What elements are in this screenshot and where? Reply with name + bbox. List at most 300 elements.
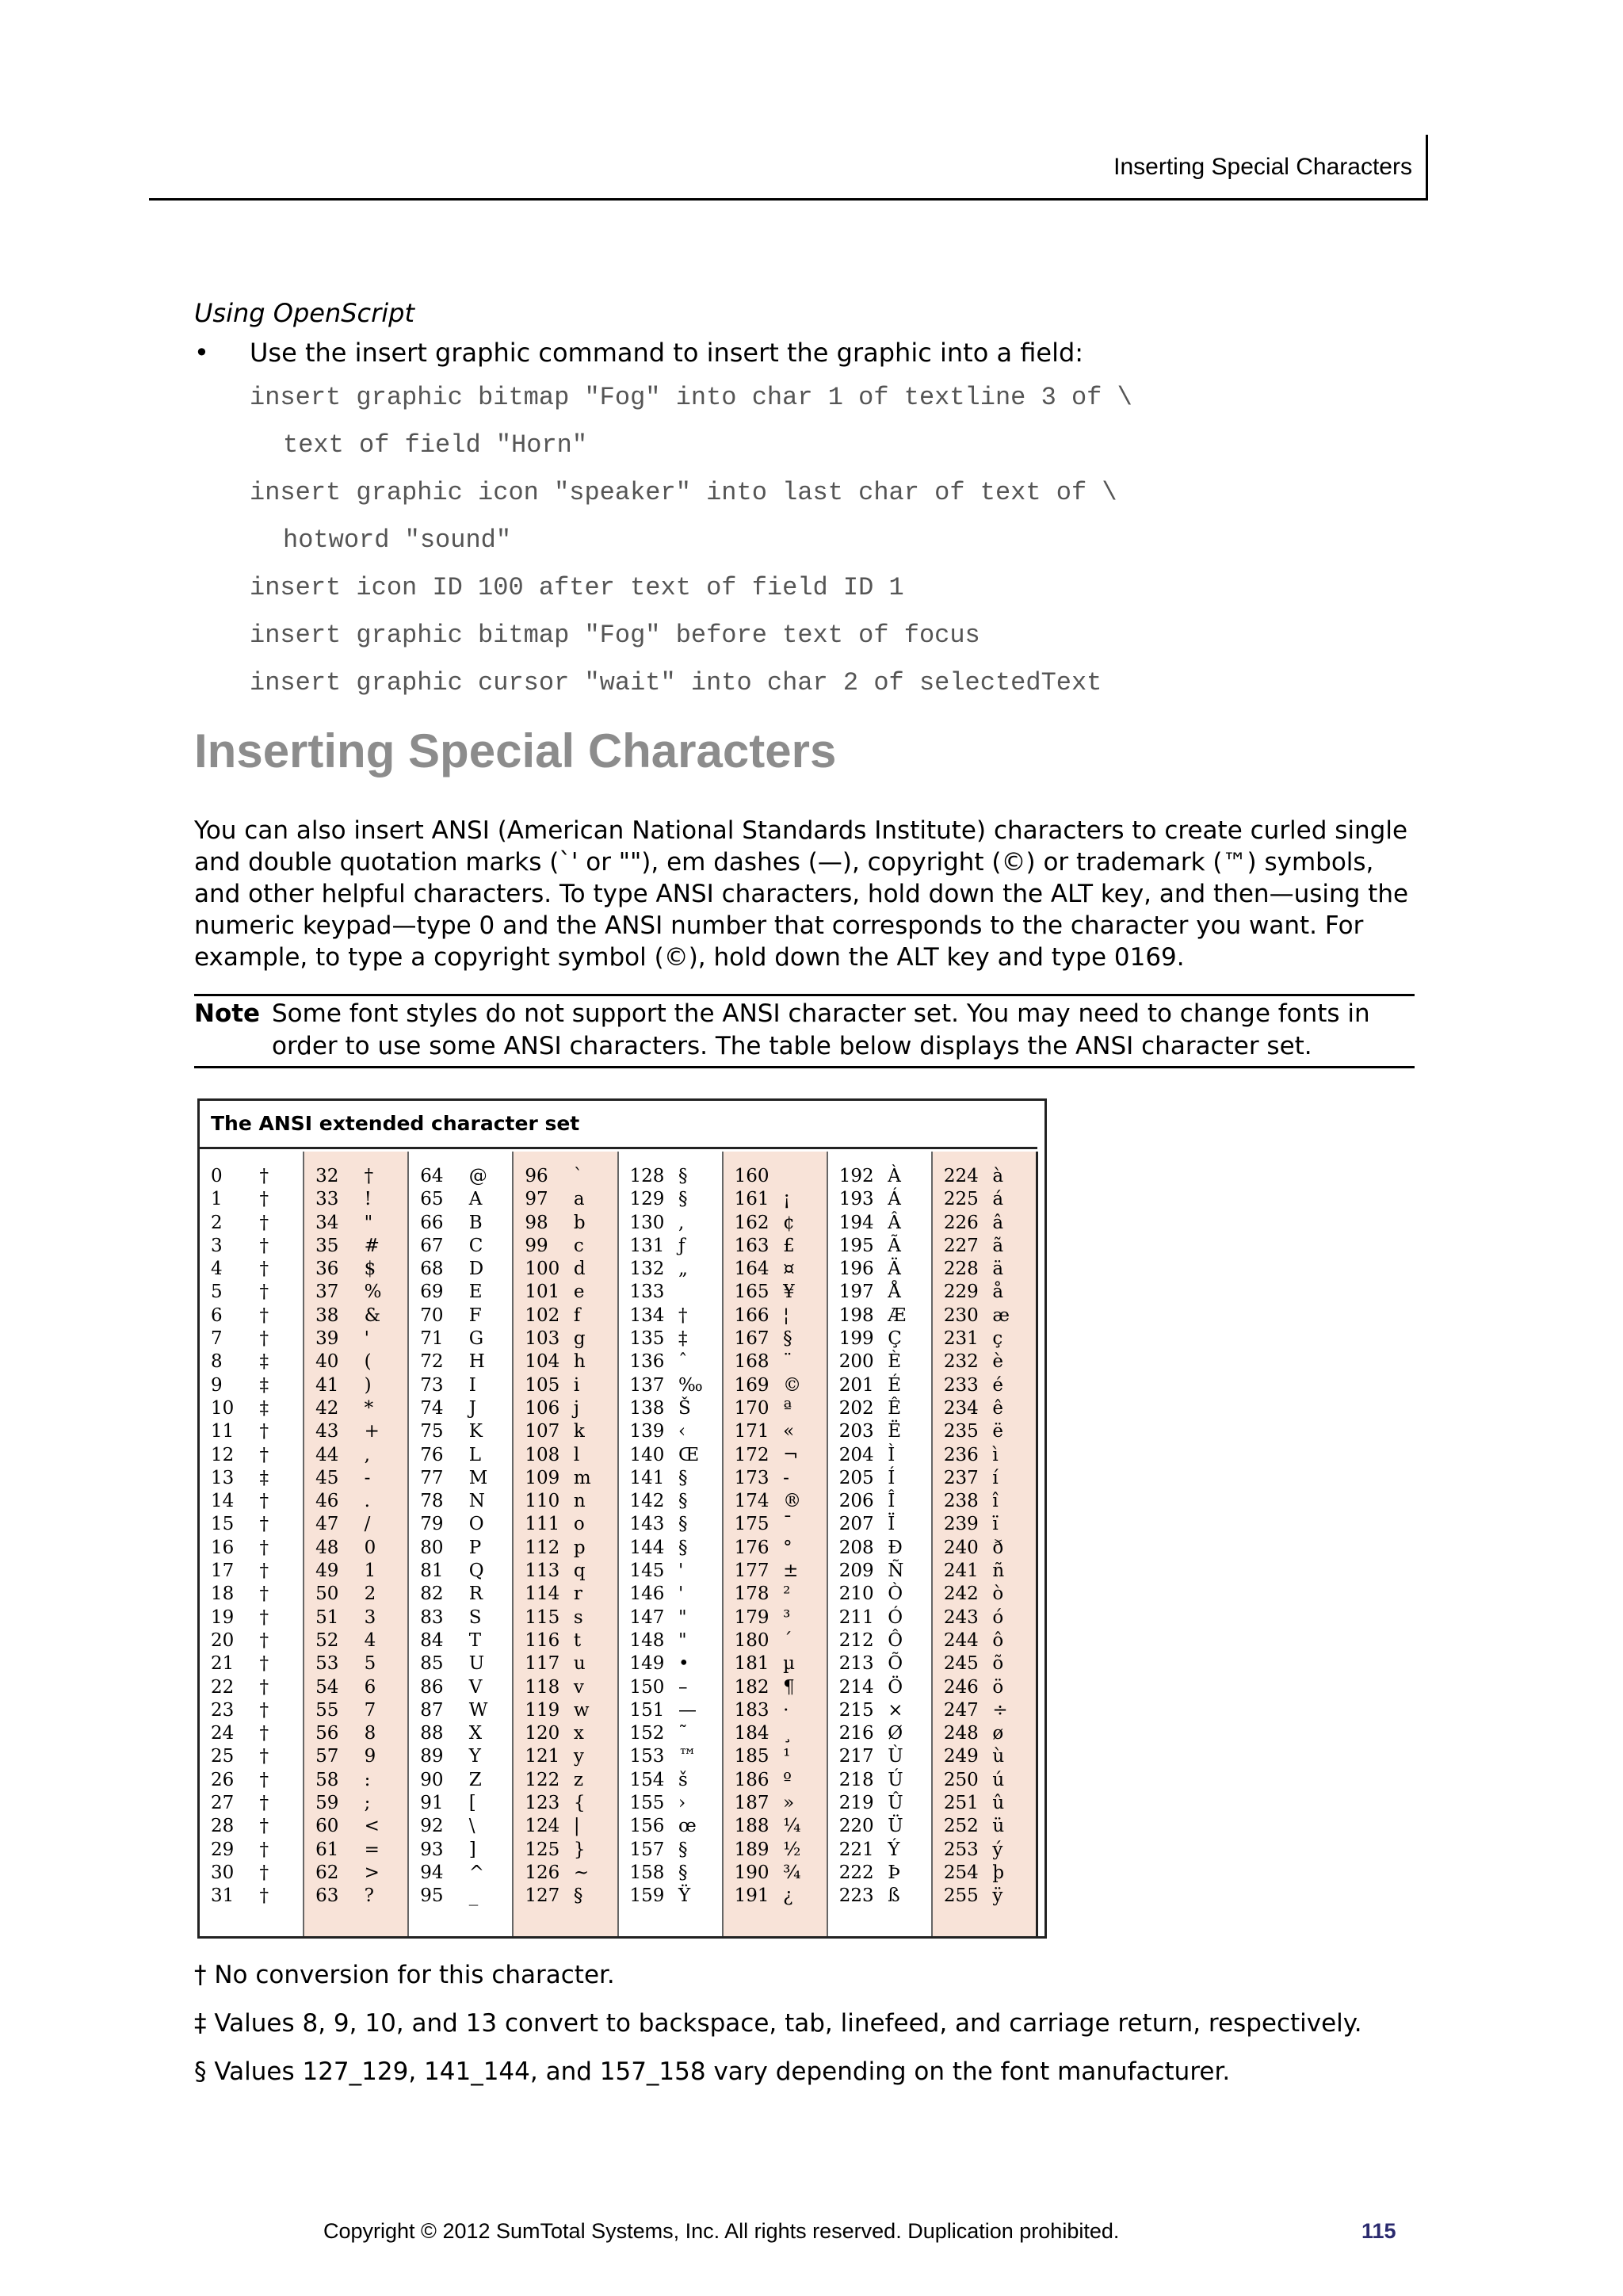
ansi-code: 35 <box>315 1235 339 1256</box>
ansi-code: 193 <box>838 1189 874 1210</box>
ansi-char: Î <box>888 1491 896 1512</box>
ansi-char: ä <box>992 1259 1004 1280</box>
ansi-char: U <box>468 1653 485 1675</box>
ansi-char: \ <box>468 1816 475 1837</box>
ansi-char: : <box>364 1769 371 1790</box>
table-row <box>304 1630 407 1653</box>
ansi-char: b <box>573 1212 586 1233</box>
ansi-char: Ì <box>888 1444 896 1465</box>
table-row <box>514 1166 617 1189</box>
ansi-char: – <box>678 1676 688 1698</box>
ansi-char: - <box>783 1467 789 1488</box>
code-line: insert graphic cursor "wait" into char 2 of selectedText <box>250 668 1102 697</box>
code-line: insert graphic bitmap "Fog" into char 1 of textline 3 of \ <box>250 383 1132 412</box>
ansi-char: ÷ <box>992 1699 1008 1721</box>
table-row <box>828 1746 931 1769</box>
table-row <box>724 1166 827 1189</box>
ansi-code: 117 <box>525 1653 560 1675</box>
table-row <box>933 1445 1036 1468</box>
ansi-char: æ <box>992 1305 1010 1326</box>
ansi-code: 115 <box>525 1606 560 1628</box>
table-row <box>724 1189 827 1212</box>
ansi-char: Y <box>468 1746 481 1767</box>
ansi-char: I <box>468 1374 476 1396</box>
table-row <box>304 1584 407 1606</box>
ansi-code: 208 <box>838 1537 874 1558</box>
ansi-code: 183 <box>734 1699 769 1721</box>
ansi-code: 155 <box>629 1793 665 1814</box>
footnotes <box>194 1951 1362 2096</box>
table-row <box>724 1351 827 1374</box>
table-row <box>409 1839 512 1862</box>
table-row <box>933 1305 1036 1328</box>
ansi-char: Ñ <box>888 1561 904 1582</box>
ansi-code: 202 <box>838 1397 874 1419</box>
table-row <box>409 1305 512 1328</box>
ansi-code: 99 <box>525 1235 548 1256</box>
ansi-char: V <box>468 1676 483 1698</box>
ansi-code: 136 <box>629 1351 665 1373</box>
ansi-code: 32 <box>315 1166 339 1186</box>
ansi-code: 147 <box>629 1606 665 1628</box>
table-row <box>933 1746 1036 1769</box>
ansi-char: / <box>364 1514 371 1535</box>
table-row <box>200 1816 303 1839</box>
ansi-char: Q <box>468 1561 484 1582</box>
ansi-code: 222 <box>838 1862 874 1883</box>
table-row <box>828 1538 931 1561</box>
ansi-code: 220 <box>838 1816 874 1837</box>
table-row <box>304 1793 407 1816</box>
table-row <box>514 1839 617 1862</box>
table-row <box>619 1328 722 1351</box>
ansi-code: 84 <box>420 1629 444 1651</box>
ansi-char: l <box>573 1444 580 1465</box>
table-row <box>514 1885 617 1908</box>
table-row <box>200 1514 303 1537</box>
ansi-code: 181 <box>734 1653 769 1675</box>
table-row <box>933 1723 1036 1746</box>
ansi-code: 85 <box>420 1653 444 1675</box>
ansi-code: 188 <box>734 1816 769 1837</box>
ansi-code: 164 <box>734 1259 769 1280</box>
ansi-code: 219 <box>838 1793 874 1814</box>
ansi-char: § <box>678 1189 688 1210</box>
ansi-char: ¢ <box>783 1212 795 1233</box>
ansi-code: 149 <box>629 1653 665 1675</box>
table-row <box>304 1166 407 1189</box>
ansi-char: " <box>678 1606 687 1628</box>
ansi-code: 178 <box>734 1584 769 1605</box>
ansi-code: 151 <box>629 1699 665 1721</box>
footnote: § Values 127_129, 141_144, and 157_158 vary depending on the font manufacturer. <box>194 2057 1231 2086</box>
ansi-char: † <box>259 1769 269 1790</box>
ansi-char: R <box>468 1584 483 1605</box>
code-line: insert icon ID 100 after text of field ID 1 <box>250 573 904 602</box>
ansi-char: P <box>468 1537 482 1558</box>
table-row <box>828 1770 931 1793</box>
ansi-char: Þ <box>888 1862 900 1883</box>
ansi-code: 156 <box>629 1816 665 1837</box>
ansi-code: 70 <box>420 1305 444 1326</box>
ansi-char: à <box>992 1166 1004 1186</box>
ansi-code: 53 <box>315 1653 339 1675</box>
ansi-code: 18 <box>211 1584 235 1605</box>
ansi-char: ü <box>992 1816 1005 1837</box>
table-row <box>200 1723 303 1746</box>
ansi-code: 75 <box>420 1421 444 1442</box>
ansi-char: = <box>364 1839 380 1860</box>
ansi-char: ´ <box>783 1629 792 1651</box>
ansi-code: 43 <box>315 1421 339 1442</box>
table-row <box>933 1770 1036 1793</box>
table-row <box>724 1259 827 1282</box>
ansi-char: 2 <box>364 1584 376 1605</box>
ansi-char: é <box>992 1374 1003 1396</box>
ansi-char: _ <box>468 1885 479 1907</box>
ansi-code: 26 <box>211 1769 235 1790</box>
ansi-char: Ò <box>888 1584 903 1605</box>
ansi-code: 105 <box>525 1374 560 1396</box>
table-row <box>304 1862 407 1885</box>
ansi-char <box>678 1282 722 1305</box>
table-row <box>409 1816 512 1839</box>
ansi-code: 144 <box>629 1537 665 1558</box>
ansi-code: 91 <box>420 1793 444 1814</box>
ansi-code: 122 <box>525 1769 560 1790</box>
ansi-char: f <box>573 1305 581 1326</box>
table-row <box>619 1514 722 1537</box>
page-number: 115 <box>1361 2219 1396 2243</box>
table-row <box>619 1213 722 1236</box>
ansi-code: 11 <box>211 1421 235 1442</box>
ansi-char: e <box>573 1282 585 1303</box>
table-row <box>828 1375 931 1398</box>
ansi-char: ¦ <box>783 1305 789 1326</box>
ansi-code: 127 <box>525 1885 560 1907</box>
ansi-code: 248 <box>943 1723 979 1744</box>
table-row <box>200 1328 303 1351</box>
table-row <box>409 1653 512 1676</box>
ansi-code: 175 <box>734 1514 769 1535</box>
table-row <box>514 1607 617 1630</box>
table-row <box>200 1700 303 1723</box>
ansi-code: 19 <box>211 1606 235 1628</box>
table-row <box>409 1630 512 1653</box>
table-row <box>514 1213 617 1236</box>
ansi-code: 129 <box>629 1189 665 1210</box>
ansi-code: 21 <box>211 1653 235 1675</box>
ansi-code: 102 <box>525 1305 560 1326</box>
code-block <box>194 374 1415 707</box>
ansi-code: 172 <box>734 1444 769 1465</box>
ansi-code: 160 <box>734 1166 769 1186</box>
table-column <box>514 1152 618 1936</box>
ansi-char: ¹ <box>783 1746 791 1767</box>
ansi-code: 16 <box>211 1537 235 1558</box>
ansi-char: Ä <box>888 1259 901 1280</box>
ansi-code: 138 <box>629 1397 665 1419</box>
ansi-code: 71 <box>420 1328 444 1350</box>
table-row <box>200 1259 303 1282</box>
ansi-char: ¼ <box>783 1816 801 1837</box>
table-row <box>933 1793 1036 1816</box>
ansi-char: † <box>259 1862 269 1883</box>
ansi-code: 205 <box>838 1467 874 1488</box>
table-row <box>304 1189 407 1212</box>
ansi-char: } <box>573 1839 586 1860</box>
table-row <box>409 1538 512 1561</box>
table-row <box>724 1723 827 1746</box>
table-row <box>828 1351 931 1374</box>
table-row <box>304 1213 407 1236</box>
ansi-code: 59 <box>315 1793 339 1814</box>
table-row <box>200 1236 303 1259</box>
table-row <box>409 1445 512 1468</box>
table-row <box>724 1793 827 1816</box>
ansi-code: 80 <box>420 1537 444 1558</box>
table-row <box>724 1630 827 1653</box>
ansi-code: 223 <box>838 1885 874 1907</box>
ansi-char: D <box>468 1259 484 1280</box>
ansi-code: 211 <box>838 1606 874 1628</box>
ansi-char: K <box>468 1421 483 1442</box>
ansi-code: 31 <box>211 1885 235 1907</box>
ansi-code: 162 <box>734 1212 769 1233</box>
table-row <box>724 1561 827 1584</box>
ansi-char: · <box>783 1699 789 1721</box>
table-row <box>514 1514 617 1537</box>
table-row <box>933 1862 1036 1885</box>
table-row <box>933 1561 1036 1584</box>
page-footer <box>0 2219 1623 2251</box>
ansi-code: 143 <box>629 1514 665 1535</box>
ansi-code: 182 <box>734 1676 769 1698</box>
ansi-code: 12 <box>211 1444 235 1465</box>
ansi-code: 171 <box>734 1421 769 1442</box>
ansi-char: z <box>573 1769 583 1790</box>
ansi-char: " <box>678 1629 687 1651</box>
ansi-code: 253 <box>943 1839 979 1860</box>
table-row <box>724 1816 827 1839</box>
table-row <box>933 1584 1036 1606</box>
table-row <box>724 1862 827 1885</box>
ansi-code: 55 <box>315 1699 339 1721</box>
table-row <box>828 1839 931 1862</box>
table-row <box>409 1213 512 1236</box>
table-row <box>933 1468 1036 1491</box>
table-row <box>514 1305 617 1328</box>
table-row <box>409 1700 512 1723</box>
code-line: insert graphic bitmap "Fog" before text of focus <box>250 621 980 650</box>
ansi-char: n <box>573 1491 586 1512</box>
ansi-character-table <box>197 1098 1047 1939</box>
ansi-code: 184 <box>734 1723 769 1744</box>
table-row <box>828 1862 931 1885</box>
table-row <box>724 1839 827 1862</box>
ansi-char: Æ <box>888 1305 907 1326</box>
table-row <box>619 1816 722 1839</box>
ansi-code: 47 <box>315 1514 339 1535</box>
table-row <box>933 1607 1036 1630</box>
table-column <box>304 1152 409 1936</box>
ansi-code: 206 <box>838 1491 874 1512</box>
ansi-char: † <box>259 1421 269 1442</box>
ansi-code: 100 <box>525 1259 560 1280</box>
ansi-code: 48 <box>315 1537 339 1558</box>
table-row <box>514 1862 617 1885</box>
table-row <box>200 1561 303 1584</box>
table-row <box>933 1653 1036 1676</box>
ansi-code: 38 <box>315 1305 339 1326</box>
ansi-char: ð <box>992 1537 1004 1558</box>
ansi-code: 159 <box>629 1885 665 1907</box>
table-row <box>409 1282 512 1305</box>
ansi-char: ? <box>364 1885 374 1907</box>
ansi-code: 93 <box>420 1839 444 1860</box>
table-row <box>200 1213 303 1236</box>
ansi-code: 17 <box>211 1561 235 1582</box>
ansi-code: 61 <box>315 1839 339 1860</box>
ansi-char: | <box>573 1816 580 1837</box>
ansi-char: × <box>888 1699 903 1721</box>
ansi-char: † <box>259 1305 269 1326</box>
ansi-char: X <box>468 1723 483 1744</box>
ansi-code: 8 <box>211 1351 223 1373</box>
ansi-code: 228 <box>943 1259 979 1280</box>
table-row <box>933 1421 1036 1444</box>
ansi-code: 24 <box>211 1723 235 1744</box>
ansi-char: > <box>364 1862 380 1883</box>
ansi-code: 72 <box>420 1351 444 1373</box>
ansi-char: ñ <box>992 1561 1005 1582</box>
ansi-char: † <box>259 1606 269 1628</box>
ansi-code: 13 <box>211 1467 235 1488</box>
table-row <box>828 1630 931 1653</box>
table-row <box>304 1677 407 1700</box>
ansi-code: 231 <box>943 1328 979 1350</box>
ansi-char: 1 <box>364 1561 376 1582</box>
ansi-code: 3 <box>211 1235 223 1256</box>
ansi-char: ' <box>678 1561 684 1582</box>
table-row <box>304 1351 407 1374</box>
ansi-char: ‹ <box>678 1421 686 1442</box>
table-row <box>514 1561 617 1584</box>
ansi-code: 233 <box>943 1374 979 1396</box>
table-row <box>304 1514 407 1537</box>
ansi-char: ‡ <box>259 1374 269 1396</box>
ansi-char: j <box>573 1397 579 1419</box>
table-row <box>409 1677 512 1700</box>
ansi-char: ‡ <box>259 1351 269 1373</box>
table-column <box>619 1152 724 1936</box>
table-row <box>933 1491 1036 1514</box>
ansi-code: 130 <box>629 1212 665 1233</box>
ansi-code: 78 <box>420 1491 444 1512</box>
ansi-code: 194 <box>838 1212 874 1233</box>
table-row <box>828 1328 931 1351</box>
ansi-code: 133 <box>629 1282 665 1303</box>
note-text: Some font styles do not support the ANSI character set. You may need to change fonts in order to use some ANSI characters. The table below displays the ANSI character set. <box>272 999 1370 1060</box>
ansi-char: r <box>573 1584 582 1605</box>
table-row <box>409 1862 512 1885</box>
table-row <box>409 1770 512 1793</box>
ansi-char: s <box>573 1606 583 1628</box>
ansi-char: 4 <box>364 1629 376 1651</box>
ansi-char: T <box>468 1629 482 1651</box>
ansi-code: 241 <box>943 1561 979 1582</box>
ansi-char: † <box>259 1282 269 1303</box>
ansi-code: 116 <box>525 1629 560 1651</box>
ansi-char: † <box>259 1746 269 1767</box>
ansi-code: 22 <box>211 1676 235 1698</box>
table-row <box>514 1421 617 1444</box>
ansi-char: ³ <box>783 1606 791 1628</box>
ansi-char: Â <box>888 1212 901 1233</box>
ansi-code: 168 <box>734 1351 769 1373</box>
table-row <box>619 1630 722 1653</box>
ansi-code: 103 <box>525 1328 560 1350</box>
table-row <box>933 1630 1036 1653</box>
table-row <box>933 1839 1036 1862</box>
ansi-code: 247 <box>943 1699 979 1721</box>
table-row <box>619 1259 722 1282</box>
table-row <box>828 1700 931 1723</box>
table-row <box>514 1328 617 1351</box>
table-row <box>514 1677 617 1700</box>
ansi-char: ¿ <box>783 1885 793 1907</box>
ansi-char: † <box>259 1537 269 1558</box>
ansi-char: ç <box>992 1328 1003 1350</box>
table-row <box>514 1816 617 1839</box>
ansi-char: Š <box>678 1397 691 1419</box>
table-row <box>724 1700 827 1723</box>
ansi-char: Z <box>468 1769 482 1790</box>
table-row <box>200 1885 303 1908</box>
table-row <box>200 1398 303 1421</box>
ansi-char: ‡ <box>259 1397 269 1419</box>
table-column <box>828 1152 933 1936</box>
ansi-char: ƒ <box>678 1235 685 1256</box>
ansi-code: 97 <box>525 1189 548 1210</box>
table-row <box>409 1236 512 1259</box>
note-label: Note <box>194 999 261 1028</box>
table-row <box>409 1259 512 1282</box>
table-row <box>409 1375 512 1398</box>
ansi-code: 224 <box>943 1166 979 1186</box>
table-row <box>619 1793 722 1816</box>
footnote: ‡ Values 8, 9, 10, and 13 convert to backspace, tab, linefeed, and carriage return, respectively. <box>194 2009 1362 2038</box>
table-row <box>619 1746 722 1769</box>
ansi-char: - <box>364 1467 371 1488</box>
ansi-code: 94 <box>420 1862 444 1883</box>
table-row <box>409 1398 512 1421</box>
table-row <box>828 1723 931 1746</box>
ansi-code: 23 <box>211 1699 235 1721</box>
ansi-char: q <box>573 1561 586 1582</box>
ansi-code: 86 <box>420 1676 444 1698</box>
table-row <box>619 1723 722 1746</box>
ansi-char: † <box>259 1839 269 1860</box>
table-row <box>200 1839 303 1862</box>
ansi-char: ¸ <box>783 1723 792 1744</box>
ansi-char: ! <box>364 1189 372 1210</box>
ansi-char: † <box>259 1885 269 1907</box>
ansi-char: è <box>992 1351 1003 1373</box>
ansi-char: g <box>573 1328 586 1350</box>
ansi-code: 161 <box>734 1189 769 1210</box>
table-row <box>304 1468 407 1491</box>
